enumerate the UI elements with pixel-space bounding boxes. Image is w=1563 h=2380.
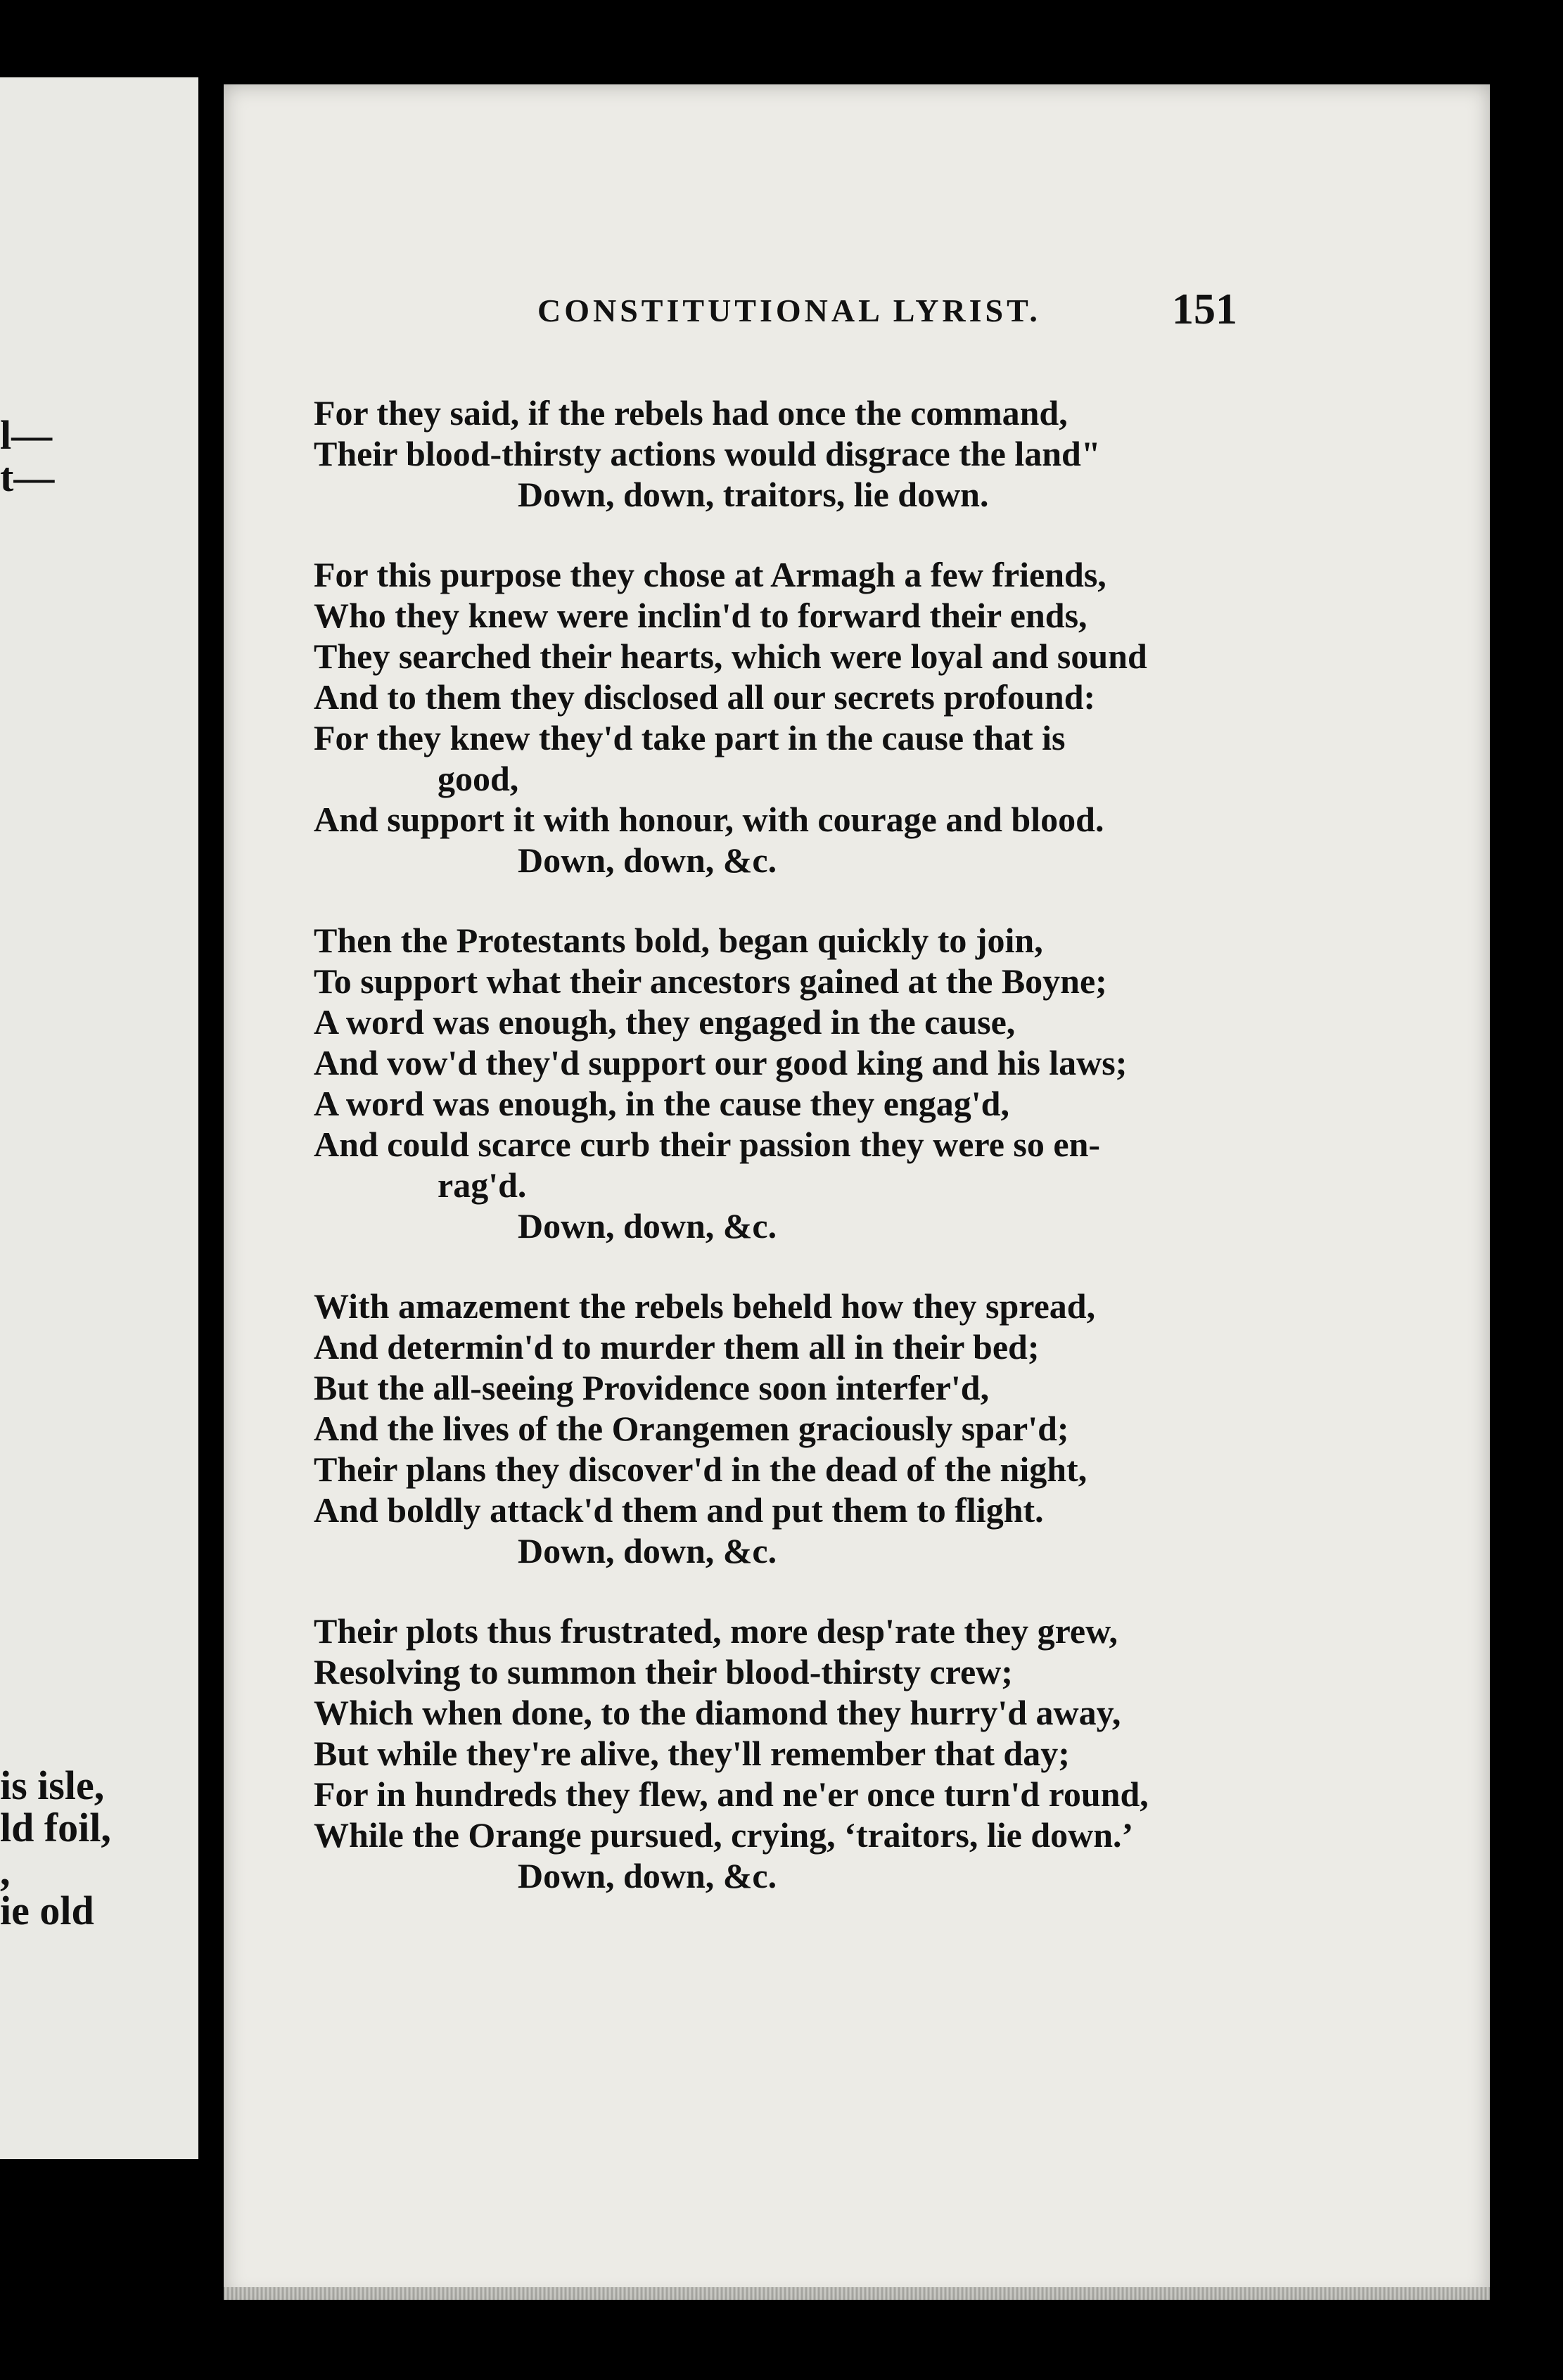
poem-line: Which when done, to the diamond they hurry'd away,	[314, 1693, 1121, 1732]
refrain-line: Down, down, &c.	[518, 1856, 777, 1895]
poem-line: Resolving to summon their blood-thirsty crew;	[314, 1652, 1013, 1691]
stanza	[314, 1611, 1467, 1896]
poem-line: And to them they disclosed all our secrets profound:	[314, 677, 1096, 717]
facing-page-fragment: is isle,	[0, 1762, 105, 1808]
poem-line: They searched their hearts, which were loyal and sound	[314, 636, 1147, 676]
refrain-line: Down, down, &c.	[518, 1531, 777, 1570]
refrain-line: Down, down, &c.	[518, 1206, 777, 1246]
page-number: 151	[1172, 286, 1237, 333]
poem-body	[314, 392, 1467, 1936]
poem-line: For they said, if the rebels had once the command,	[314, 393, 1068, 433]
facing-page-fragment: ,	[0, 1848, 11, 1894]
refrain-line: Down, down, traitors, lie down.	[518, 475, 989, 514]
facing-page-fragment: l—	[0, 412, 53, 458]
poem-line: And vow'd they'd support our good king and his laws;	[314, 1043, 1128, 1082]
facing-page	[0, 77, 198, 2159]
poem-line: For they knew they'd take part in the cause that is	[314, 718, 1066, 757]
poem-line: Their plots thus frustrated, more desp'rate they grew,	[314, 1611, 1118, 1651]
poem-line: But while they're alive, they'll remember that day;	[314, 1734, 1070, 1773]
poem-line: And boldly attack'd them and put them to flight.	[314, 1490, 1044, 1530]
book-gutter	[198, 0, 219, 2380]
poem-line: Their plans they discover'd in the dead of the night,	[314, 1450, 1087, 1489]
facing-page-fragment: ie old	[0, 1888, 94, 1933]
poem-line: Who they knew were inclin'd to forward their ends,	[314, 596, 1087, 635]
poem-line: And determin'd to murder them all in their bed;	[314, 1327, 1040, 1367]
stanza	[314, 554, 1467, 881]
poem-line: And could scarce curb their passion they were so en-	[314, 1125, 1101, 1164]
poem-line: With amazement the rebels beheld how they spread,	[314, 1286, 1096, 1326]
poem-line: While the Orange pursued, crying, ‘traitors, lie down.’	[314, 1815, 1134, 1855]
refrain-line: Down, down, &c.	[518, 840, 777, 880]
page-header	[224, 285, 1490, 341]
poem-line: A word was enough, they engaged in the cause,	[314, 1002, 1016, 1042]
poem-line: For in hundreds they flew, and ne'er once turn'd round,	[314, 1774, 1149, 1814]
poem-line: And the lives of the Orangemen graciously spar'd;	[314, 1409, 1069, 1448]
facing-page-fragment: ld foil,	[0, 1805, 111, 1850]
poem-line: Their blood-thirsty actions would disgrace the land"	[314, 434, 1101, 473]
poem-line: A word was enough, in the cause they engag'd,	[314, 1084, 1009, 1123]
poem-line: Then the Protestants bold, began quickly to join,	[314, 921, 1043, 960]
poem-line: And support it with honour, with courage and blood.	[314, 800, 1104, 839]
stanza	[314, 1286, 1467, 1571]
running-head: CONSTITUTIONAL LYRIST.	[537, 293, 1041, 328]
poem-line: For this purpose they chose at Armagh a few friends,	[314, 555, 1106, 594]
poem-line-continuation: good,	[438, 759, 519, 798]
book-page	[224, 84, 1490, 2300]
poem-line-continuation: rag'd.	[438, 1165, 527, 1205]
stanza	[314, 392, 1467, 515]
poem-line: To support what their ancestors gained at the Boyne;	[314, 961, 1107, 1001]
facing-page-fragment: t—	[0, 454, 55, 500]
page-bottom-edge	[224, 2287, 1490, 2300]
stanza	[314, 920, 1467, 1246]
poem-line: But the all-seeing Providence soon interfer'd,	[314, 1368, 990, 1407]
